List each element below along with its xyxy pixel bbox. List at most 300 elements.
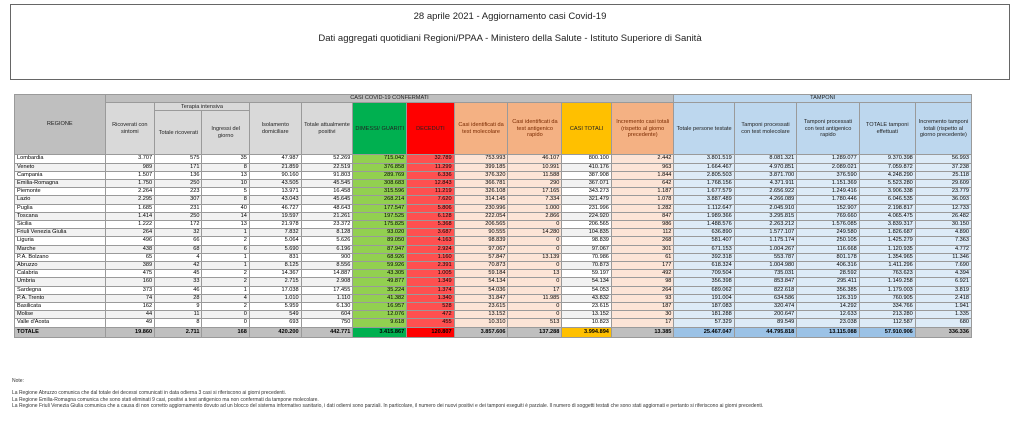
- value-cell: 1.249.416: [797, 188, 860, 196]
- header-casi-antigenico: Casi identificati da test antigenico rapido: [508, 103, 562, 155]
- header-deceduti: DECEDUTI: [407, 103, 454, 155]
- header-incremento-tamponi: Incremento tamponi totali (rispetto al giorno precedente): [915, 103, 971, 155]
- value-cell: 3.801.519: [674, 155, 734, 163]
- value-cell: 2.715: [249, 278, 301, 286]
- value-cell: 2.866: [508, 212, 562, 220]
- value-cell: 301: [611, 245, 674, 253]
- value-cell: 6.921: [915, 278, 971, 286]
- total-cell: 3.994.894: [562, 327, 612, 337]
- table-row: [15, 179, 972, 187]
- table-row: [15, 319, 972, 327]
- value-cell: 389: [105, 262, 155, 270]
- value-cell: 0: [508, 262, 562, 270]
- header-tamponi-antigenico: Tamponi processati con test antigenico rapido: [797, 103, 860, 155]
- value-cell: 10.310: [454, 319, 508, 327]
- region-cell: Campania: [15, 171, 106, 179]
- header-isolamento: Isolamento domiciliare: [249, 103, 301, 155]
- value-cell: 831: [249, 253, 301, 261]
- value-cell: 44: [105, 311, 155, 319]
- value-cell: 1: [202, 262, 249, 270]
- total-cell: 3.857.606: [454, 327, 508, 337]
- value-cell: 0: [202, 311, 249, 319]
- value-cell: 604: [301, 311, 353, 319]
- value-cell: 66: [155, 237, 202, 245]
- value-cell: 492: [611, 270, 674, 278]
- value-cell: 70.873: [562, 262, 612, 270]
- header-dimessi: DIMESSI/ GUARITI: [353, 103, 407, 155]
- header-group-casi: CASI COVID-19 CONFERMATI: [105, 95, 674, 103]
- value-cell: 2.908: [301, 278, 353, 286]
- value-cell: 57.329: [674, 319, 734, 327]
- table-row: [15, 221, 972, 229]
- value-cell: 989: [105, 163, 155, 171]
- value-cell: 1.160: [407, 253, 454, 261]
- value-cell: 1.179.003: [859, 286, 915, 294]
- value-cell: 17.455: [301, 286, 353, 294]
- value-cell: 48.643: [301, 204, 353, 212]
- value-cell: 126.319: [797, 294, 860, 302]
- value-cell: 11.299: [407, 163, 454, 171]
- value-cell: 373: [105, 286, 155, 294]
- value-cell: 162: [105, 303, 155, 311]
- table-row: [15, 270, 972, 278]
- value-cell: 1.004.267: [734, 245, 797, 253]
- value-cell: 847: [611, 212, 674, 220]
- value-cell: 11.346: [915, 253, 971, 261]
- total-cell: 2.711: [155, 327, 202, 337]
- value-cell: 7.334: [508, 196, 562, 204]
- value-cell: 8.125: [249, 262, 301, 270]
- value-cell: 1.425.279: [859, 237, 915, 245]
- value-cell: 4.371.911: [734, 179, 797, 187]
- value-cell: 13: [202, 221, 249, 229]
- value-cell: 0: [508, 278, 562, 286]
- value-cell: 59.197: [562, 270, 612, 278]
- value-cell: 36.093: [915, 196, 971, 204]
- region-cell: Valle d'Aosta: [15, 319, 106, 327]
- value-cell: 3.839.317: [859, 221, 915, 229]
- value-cell: 10: [202, 179, 249, 187]
- value-cell: 8: [202, 196, 249, 204]
- value-cell: 4.266.089: [734, 196, 797, 204]
- value-cell: 0: [508, 311, 562, 319]
- value-cell: 528: [407, 303, 454, 311]
- total-cell: 420.200: [249, 327, 301, 337]
- value-cell: 1.149.258: [859, 278, 915, 286]
- value-cell: 264: [105, 229, 155, 237]
- value-cell: 642: [611, 179, 674, 187]
- region-cell: Abruzzo: [15, 262, 106, 270]
- value-cell: 32.789: [407, 155, 454, 163]
- value-cell: 4.890: [915, 229, 971, 237]
- value-cell: 7.620: [407, 196, 454, 204]
- value-cell: 11.588: [508, 171, 562, 179]
- value-cell: 177: [611, 262, 674, 270]
- value-cell: 90.160: [249, 171, 301, 179]
- value-cell: 40: [202, 204, 249, 212]
- value-cell: 2: [202, 237, 249, 245]
- value-cell: 2.198.817: [859, 204, 915, 212]
- value-cell: 822.618: [734, 286, 797, 294]
- header-group-tamponi: TAMPONI: [674, 95, 972, 103]
- value-cell: 54.134: [454, 278, 508, 286]
- value-cell: 47.987: [249, 155, 301, 163]
- value-cell: 7.059.872: [859, 163, 915, 171]
- region-cell: P.A. Bolzano: [15, 253, 106, 261]
- value-cell: 289.769: [353, 171, 407, 179]
- value-cell: 250: [155, 212, 202, 220]
- region-cell: Piemonte: [15, 188, 106, 196]
- value-cell: 10.823: [562, 319, 612, 327]
- value-cell: 0: [508, 221, 562, 229]
- table-body: [15, 155, 972, 337]
- value-cell: 30.150: [915, 221, 971, 229]
- value-cell: 1.187: [611, 188, 674, 196]
- value-cell: 17: [508, 286, 562, 294]
- value-cell: 181.288: [674, 311, 734, 319]
- value-cell: 98.839: [562, 237, 612, 245]
- value-cell: 8: [155, 319, 202, 327]
- value-cell: 13.971: [249, 188, 301, 196]
- value-cell: 1.349: [407, 278, 454, 286]
- value-cell: 49.877: [353, 278, 407, 286]
- value-cell: 268: [611, 237, 674, 245]
- value-cell: 410.176: [562, 163, 612, 171]
- value-cell: 356.385: [797, 286, 860, 294]
- value-cell: 900: [301, 253, 353, 261]
- value-cell: 112: [611, 229, 674, 237]
- value-cell: 97.067: [562, 245, 612, 253]
- value-cell: 11.985: [508, 294, 562, 302]
- value-cell: 231.996: [562, 204, 612, 212]
- value-cell: 200.647: [734, 311, 797, 319]
- value-cell: 1.664.467: [674, 163, 734, 171]
- value-cell: 1.750: [105, 179, 155, 187]
- total-cell: 3.415.867: [353, 327, 407, 337]
- total-cell: 57.910.906: [859, 327, 915, 337]
- value-cell: 21.859: [249, 163, 301, 171]
- value-cell: 853.847: [734, 278, 797, 286]
- value-cell: 33: [155, 278, 202, 286]
- value-cell: 4.970.851: [734, 163, 797, 171]
- value-cell: 12.843: [407, 179, 454, 187]
- value-cell: 197.525: [353, 212, 407, 220]
- value-cell: 618.324: [674, 262, 734, 270]
- value-cell: 4.163: [407, 237, 454, 245]
- value-cell: 35.224: [353, 286, 407, 294]
- value-cell: 222.054: [454, 212, 508, 220]
- value-cell: 735.031: [734, 270, 797, 278]
- value-cell: 399.185: [454, 163, 508, 171]
- value-cell: 46.727: [249, 204, 301, 212]
- note-line: La Regione Emilia-Romagna comunica che sono stati eliminati 9 casi, positivi a test antigenico ma non confermati da tampone molecolare.: [12, 396, 319, 403]
- value-cell: 376.858: [353, 163, 407, 171]
- value-cell: 6.046.535: [859, 196, 915, 204]
- value-cell: 45: [155, 270, 202, 278]
- value-cell: 6.196: [301, 245, 353, 253]
- value-cell: 65: [105, 253, 155, 261]
- value-cell: 9: [155, 303, 202, 311]
- value-cell: 70.873: [454, 262, 508, 270]
- value-cell: 206.565: [454, 221, 508, 229]
- value-cell: 1.780.446: [797, 196, 860, 204]
- notes-heading: Note:: [12, 378, 24, 384]
- header-box: [10, 4, 1010, 80]
- value-cell: 753.993: [454, 155, 508, 163]
- value-cell: 30: [611, 311, 674, 319]
- value-cell: 392.318: [674, 253, 734, 261]
- value-cell: 25.118: [915, 171, 971, 179]
- value-cell: 91.803: [301, 171, 353, 179]
- region-cell: Sicilia: [15, 221, 106, 229]
- value-cell: 2.045.910: [734, 204, 797, 212]
- value-cell: 1.488.576: [674, 221, 734, 229]
- value-cell: 9.370.398: [859, 155, 915, 163]
- total-cell: 13.115.088: [797, 327, 860, 337]
- header-tamponi-molecolare: Tamponi processati con test molecolare: [734, 103, 797, 155]
- value-cell: 1.414: [105, 212, 155, 220]
- value-cell: 1.507: [105, 171, 155, 179]
- value-cell: 175.825: [353, 221, 407, 229]
- value-cell: 14: [202, 212, 249, 220]
- value-cell: 8.128: [301, 229, 353, 237]
- value-cell: 7.690: [915, 262, 971, 270]
- value-cell: 59.184: [454, 270, 508, 278]
- value-cell: 689.062: [674, 286, 734, 294]
- value-cell: 2.656.922: [734, 188, 797, 196]
- value-cell: 320.474: [734, 303, 797, 311]
- region-cell: Toscana: [15, 212, 106, 220]
- header-attualmente-positivi: Totale attualmente positivi: [301, 103, 353, 155]
- value-cell: 21.978: [249, 221, 301, 229]
- header-ti-totale: Totale ricoverati: [155, 111, 202, 155]
- value-cell: 11: [155, 311, 202, 319]
- value-cell: 7.832: [249, 229, 301, 237]
- value-cell: 68: [155, 245, 202, 253]
- value-cell: 13: [508, 270, 562, 278]
- value-cell: 171: [155, 163, 202, 171]
- value-cell: 1.677.579: [674, 188, 734, 196]
- value-cell: 9.618: [353, 319, 407, 327]
- value-cell: 22.519: [301, 163, 353, 171]
- table-row: [15, 311, 972, 319]
- value-cell: 2.924: [407, 245, 454, 253]
- total-cell: 19.860: [105, 327, 155, 337]
- value-cell: 14.292: [797, 303, 860, 311]
- bulletin-page: [10, 2, 1012, 424]
- value-cell: 12.633: [797, 311, 860, 319]
- value-cell: 1.335: [915, 311, 971, 319]
- value-cell: 5.064: [249, 237, 301, 245]
- value-cell: 42: [155, 262, 202, 270]
- value-cell: 680: [915, 319, 971, 327]
- value-cell: 43.043: [249, 196, 301, 204]
- value-cell: 68.926: [353, 253, 407, 261]
- value-cell: 387.908: [562, 171, 612, 179]
- region-cell: Calabria: [15, 270, 106, 278]
- value-cell: 41.382: [353, 294, 407, 302]
- value-cell: 801.178: [797, 253, 860, 261]
- value-cell: 3.887.489: [674, 196, 734, 204]
- value-cell: 13.152: [562, 311, 612, 319]
- value-cell: 376.590: [797, 171, 860, 179]
- value-cell: 2.805.503: [674, 171, 734, 179]
- value-cell: 230.996: [454, 204, 508, 212]
- value-cell: 3.871.700: [734, 171, 797, 179]
- value-cell: 1: [202, 229, 249, 237]
- region-cell: Veneto: [15, 163, 106, 171]
- value-cell: 6: [202, 245, 249, 253]
- value-cell: 23.615: [454, 303, 508, 311]
- value-cell: 172: [155, 221, 202, 229]
- value-cell: 3.687: [407, 229, 454, 237]
- value-cell: 1.989.366: [674, 212, 734, 220]
- table-row: [15, 303, 972, 311]
- value-cell: 1.110: [301, 294, 353, 302]
- region-cell: Friuli Venezia Giulia: [15, 229, 106, 237]
- header-casi-totali: CASI TOTALI: [562, 103, 612, 155]
- value-cell: 321.479: [562, 196, 612, 204]
- value-cell: 11.219: [407, 188, 454, 196]
- region-cell: Umbria: [15, 278, 106, 286]
- value-cell: 8.556: [301, 262, 353, 270]
- value-cell: 1.577.107: [734, 229, 797, 237]
- value-cell: 97.067: [454, 245, 508, 253]
- value-cell: 1.151.369: [797, 179, 860, 187]
- value-cell: 963: [611, 163, 674, 171]
- value-cell: 16.957: [353, 303, 407, 311]
- value-cell: 986: [611, 221, 674, 229]
- note-line: La Regione Friuli Venezia Giulia comunica che a causa di non corretto aggiornamento dovuto ad un blocco del sistema informativo sanitario, i dati odierni sono parziali. In particolare, il numero dei nuovi positivi e dei tamponi eseguiti è parziale. Il numero di soggetti testati che sono stati aggiornati e pertanto si riferiscono ai giorni precedenti.: [12, 403, 764, 410]
- total-cell: 13.385: [611, 327, 674, 337]
- note-line: La Regione Abruzzo comunica che dal totale dei decessi comunicati in data odierna 3 casi si riferiscono ai giorni precedenti.: [12, 390, 287, 397]
- value-cell: 59.926: [353, 262, 407, 270]
- region-cell: Liguria: [15, 237, 106, 245]
- value-cell: 5.368: [407, 221, 454, 229]
- value-cell: 1.000: [508, 204, 562, 212]
- value-cell: 54.053: [562, 286, 612, 294]
- value-cell: 2.295: [105, 196, 155, 204]
- value-cell: 1.768.156: [674, 179, 734, 187]
- value-cell: 760.905: [859, 294, 915, 302]
- region-cell: Puglia: [15, 204, 106, 212]
- value-cell: 19.597: [249, 212, 301, 220]
- value-cell: 23.615: [562, 303, 612, 311]
- value-cell: 89.549: [734, 319, 797, 327]
- value-cell: 231: [155, 204, 202, 212]
- value-cell: 553.787: [734, 253, 797, 261]
- value-cell: 406.316: [797, 262, 860, 270]
- table-row: [15, 212, 972, 220]
- value-cell: 1.175.174: [734, 237, 797, 245]
- value-cell: 12.076: [353, 311, 407, 319]
- value-cell: 3.707: [105, 155, 155, 163]
- value-cell: 14.280: [508, 229, 562, 237]
- value-cell: 54.036: [454, 286, 508, 294]
- value-cell: 35: [202, 155, 249, 163]
- value-cell: 191.004: [674, 294, 734, 302]
- value-cell: 1.941: [915, 303, 971, 311]
- notes: [12, 378, 763, 410]
- value-cell: 177.547: [353, 204, 407, 212]
- value-cell: 438: [105, 245, 155, 253]
- value-cell: 93: [611, 294, 674, 302]
- table-row: [15, 163, 972, 171]
- value-cell: 46: [155, 286, 202, 294]
- value-cell: 17.165: [508, 188, 562, 196]
- value-cell: 2: [202, 303, 249, 311]
- value-cell: 3.295.815: [734, 212, 797, 220]
- value-cell: 1.010: [249, 294, 301, 302]
- value-cell: 160: [105, 278, 155, 286]
- value-cell: 187: [611, 303, 674, 311]
- value-cell: 49: [105, 319, 155, 327]
- value-cell: 693: [249, 319, 301, 327]
- table-row: [15, 286, 972, 294]
- value-cell: 1.576.085: [797, 221, 860, 229]
- value-cell: 475: [105, 270, 155, 278]
- value-cell: 89.050: [353, 237, 407, 245]
- value-cell: 4.248.290: [859, 171, 915, 179]
- value-cell: 23.372: [301, 221, 353, 229]
- value-cell: 634.586: [734, 294, 797, 302]
- region-cell: Molise: [15, 311, 106, 319]
- value-cell: 2: [202, 278, 249, 286]
- header-persone-testate: Totale persone testate: [674, 103, 734, 155]
- total-cell: 168: [202, 327, 249, 337]
- value-cell: 314.145: [454, 196, 508, 204]
- value-cell: 1.844: [611, 171, 674, 179]
- region-cell: Lombardia: [15, 155, 106, 163]
- value-cell: 23.779: [915, 188, 971, 196]
- value-cell: 1.078: [611, 196, 674, 204]
- table-row: [15, 278, 972, 286]
- value-cell: 636.890: [674, 229, 734, 237]
- table-row: [15, 253, 972, 261]
- value-cell: 2: [202, 270, 249, 278]
- table-row: [15, 196, 972, 204]
- value-cell: 1.411.296: [859, 262, 915, 270]
- value-cell: 4.065.475: [859, 212, 915, 220]
- value-cell: 326.108: [454, 188, 508, 196]
- value-cell: 1.374: [407, 286, 454, 294]
- value-cell: 26.482: [915, 212, 971, 220]
- value-cell: 250: [155, 179, 202, 187]
- value-cell: 152.907: [797, 204, 860, 212]
- value-cell: 366.781: [454, 179, 508, 187]
- value-cell: 513: [508, 319, 562, 327]
- value-cell: 206.565: [562, 221, 612, 229]
- value-cell: 56.993: [915, 155, 971, 163]
- header-totale-tamponi: TOTALE tamponi effettuati: [859, 103, 915, 155]
- value-cell: 472: [407, 311, 454, 319]
- value-cell: 1.685: [105, 204, 155, 212]
- value-cell: 52.269: [301, 155, 353, 163]
- value-cell: 1: [202, 253, 249, 261]
- value-cell: 268.214: [353, 196, 407, 204]
- value-cell: 16.458: [301, 188, 353, 196]
- value-cell: 29.609: [915, 179, 971, 187]
- value-cell: 0: [202, 319, 249, 327]
- value-cell: 87.947: [353, 245, 407, 253]
- value-cell: 715.042: [353, 155, 407, 163]
- value-cell: 0: [508, 303, 562, 311]
- value-cell: 2.264: [105, 188, 155, 196]
- value-cell: 13.139: [508, 253, 562, 261]
- value-cell: 3.819: [915, 286, 971, 294]
- value-cell: 2.391: [407, 262, 454, 270]
- region-cell: Sardegna: [15, 286, 106, 294]
